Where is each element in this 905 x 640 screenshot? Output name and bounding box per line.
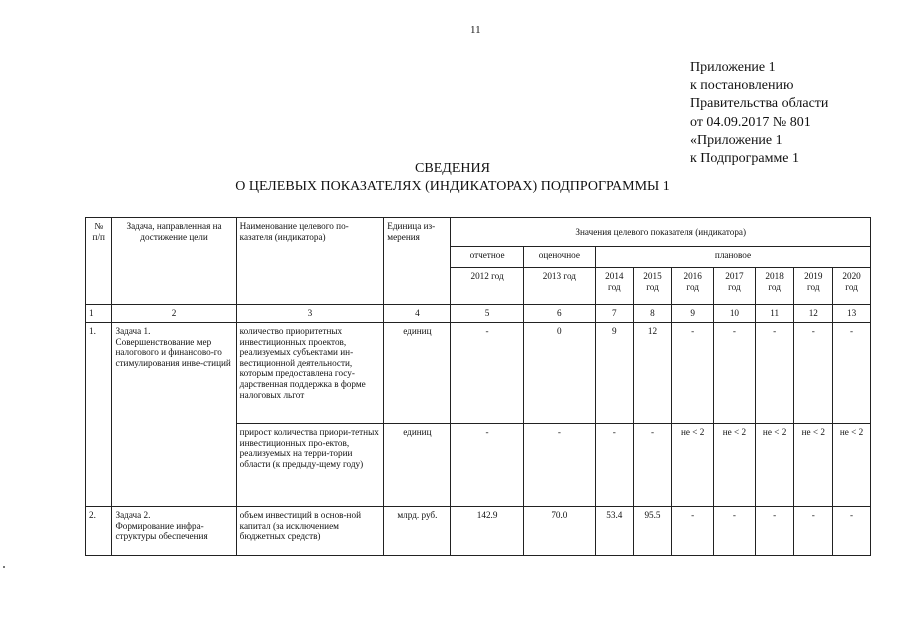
appendix-line: Приложение 1 (690, 60, 776, 75)
year-cell: 2012 год (451, 268, 523, 305)
value-cell: не < 2 (833, 424, 871, 507)
header-row (86, 218, 871, 247)
header-indicator: Наименование целевого по-казателя (индикатора) (236, 218, 384, 305)
value-cell: не < 2 (755, 424, 794, 507)
row-task: Задача 1. Совершенствование мер налогового и финансово-го стимулирования инве-стиций (112, 323, 236, 507)
column-numbers-row (86, 305, 871, 323)
value-cell: - (595, 424, 633, 507)
col-number: 9 (672, 305, 714, 323)
row-unit: единиц (384, 323, 451, 424)
document-title (0, 160, 905, 196)
appendix-line: к Подпрограмме 1 (690, 151, 800, 167)
year-cell: 2019 год (794, 268, 833, 305)
row-num: 2. (86, 507, 112, 556)
value-cell: 142.9 (451, 507, 523, 556)
row-indicator: прирост количества приори-тетных инвестиционных про-ектов, реализуемых на терри-тории области (к предыду-щему году) (236, 424, 384, 507)
header-plan: плановое (595, 247, 870, 268)
value-cell: 70.0 (523, 507, 595, 556)
value-cell: 9 (595, 323, 633, 424)
year-cell: 2014 год (595, 268, 633, 305)
table-row (86, 323, 871, 424)
year-cell: 2016 год (672, 268, 714, 305)
title-line-2: О ЦЕЛЕВЫХ ПОКАЗАТЕЛЯХ (ИНДИКАТОРАХ) ПОДПРОГРАММЫ 1 (235, 179, 670, 194)
col-number: 3 (236, 305, 384, 323)
value-cell: - (794, 323, 833, 424)
header-task: Задача, направленная на достижение цели (112, 218, 236, 305)
value-cell: - (794, 507, 833, 556)
value-cell: - (451, 323, 523, 424)
col-number: 2 (112, 305, 236, 323)
header-num: № п/п (86, 218, 112, 305)
table-row (86, 507, 871, 556)
appendix-line: «Приложение 1 (690, 132, 783, 148)
value-cell: - (451, 424, 523, 507)
header-unit: Единица из-мерения (384, 218, 451, 305)
value-cell: - (672, 323, 714, 424)
header-estimate: оценочное (523, 247, 595, 268)
col-number: 7 (595, 305, 633, 323)
title-line-1: СВЕДЕНИЯ (415, 161, 490, 176)
value-cell: - (833, 507, 871, 556)
col-number: 6 (523, 305, 595, 323)
year-cell: 2020 год (833, 268, 871, 305)
value-cell: - (633, 424, 672, 507)
col-number: 11 (755, 305, 794, 323)
value-cell: - (523, 424, 595, 507)
row-num: 1. (86, 323, 112, 507)
row-indicator: объем инвестиций в основ-ной капитал (за исключением бюджетных средств) (236, 507, 384, 556)
row-unit: млрд. руб. (384, 507, 451, 556)
scan-speck (3, 566, 5, 568)
appendix-reference (690, 59, 828, 168)
value-cell: 12 (633, 323, 672, 424)
appendix-line: Правительства области (690, 96, 829, 112)
value-cell: - (755, 507, 794, 556)
header-report: отчетное (451, 247, 523, 268)
year-cell: 2018 год (755, 268, 794, 305)
appendix-line: от 04.09.2017 № 801 (690, 114, 811, 130)
year-cell: 2015 год (633, 268, 672, 305)
appendix-line: к постановлению (690, 78, 794, 94)
value-cell: 95.5 (633, 507, 672, 556)
col-number: 5 (451, 305, 523, 323)
page-number: 11 (470, 24, 481, 36)
value-cell: не < 2 (672, 424, 714, 507)
value-cell: не < 2 (794, 424, 833, 507)
col-number: 4 (384, 305, 451, 323)
row-unit: единиц (384, 424, 451, 507)
year-cell: 2013 год (523, 268, 595, 305)
value-cell: - (714, 323, 756, 424)
value-cell: - (714, 507, 756, 556)
value-cell: - (833, 323, 871, 424)
col-number: 12 (794, 305, 833, 323)
col-number: 10 (714, 305, 756, 323)
value-cell: 53.4 (595, 507, 633, 556)
value-cell: - (755, 323, 794, 424)
col-number: 8 (633, 305, 672, 323)
row-task: Задача 2. Формирование инфра-структуры обеспечения (112, 507, 236, 556)
value-cell: - (672, 507, 714, 556)
year-cell: 2017 год (714, 268, 756, 305)
value-cell: 0 (523, 323, 595, 424)
col-number: 1 (86, 305, 112, 323)
indicators-table (85, 217, 871, 556)
header-values: Значения целевого показателя (индикатора) (451, 218, 871, 247)
row-indicator: количество приоритетных инвестиционных проектов, реализуемых субъектами ин-вестиционной деятельности, которым предоставлена госу-дарственная поддержка в форме налоговых льгот (236, 323, 384, 424)
value-cell: не < 2 (714, 424, 756, 507)
col-number: 13 (833, 305, 871, 323)
